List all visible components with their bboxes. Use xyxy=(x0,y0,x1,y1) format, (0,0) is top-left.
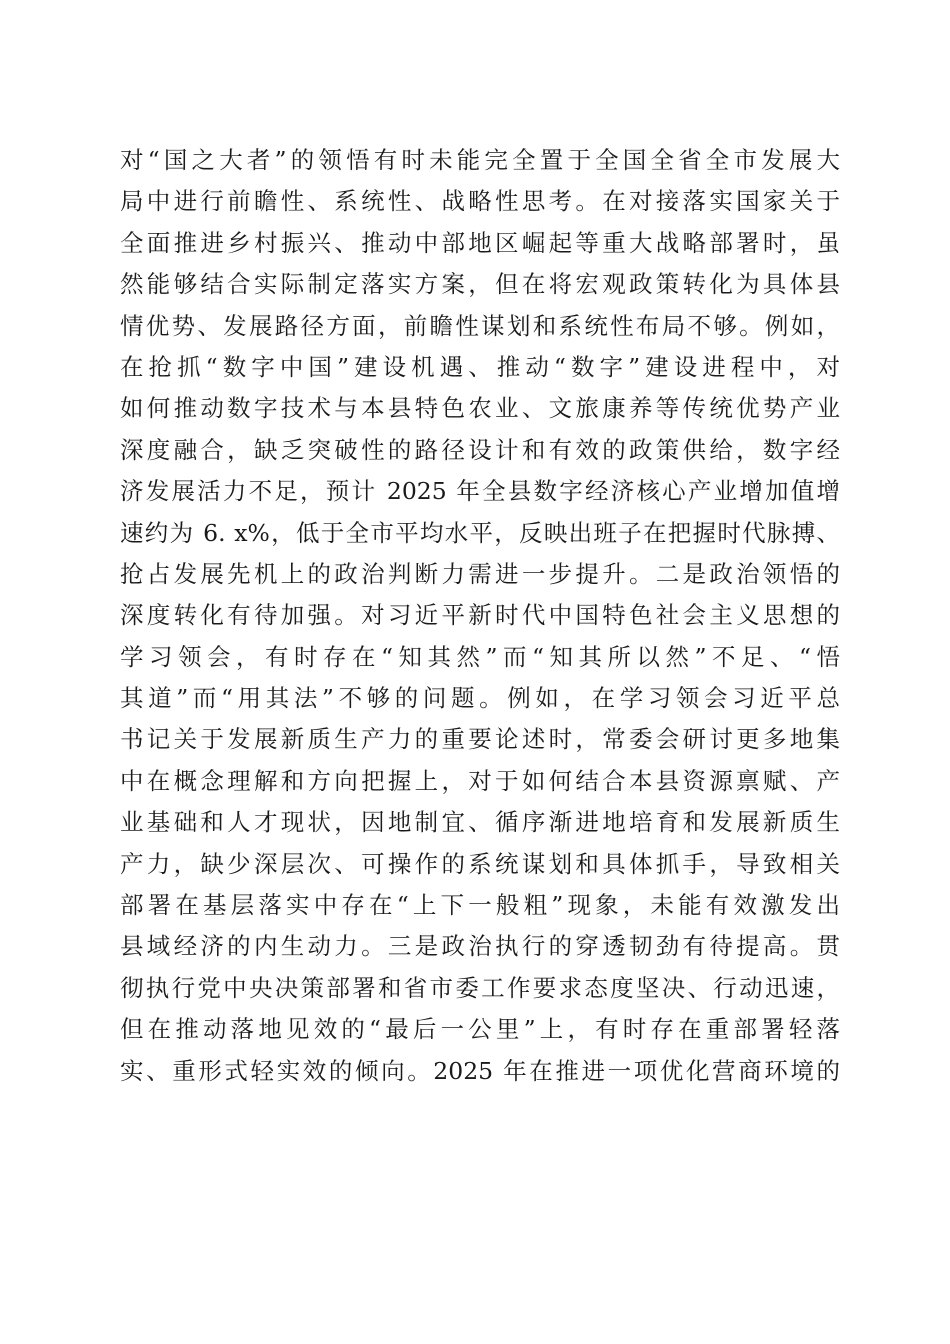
text-line: 学习领会，有时存在“知其然”而“知其所以然”不足、“悟 xyxy=(120,642,840,671)
text-line: 全面推进乡村振兴、推动中部地区崛起等重大战略部署时，虽 xyxy=(120,228,840,257)
text-line: 部署在基层落实中存在“上下一般粗”现象，未能有效激发出 xyxy=(120,891,840,920)
text-line: 县域经济的内生动力。三是政治执行的穿透韧劲有待提高。贯 xyxy=(120,932,840,961)
text-line: 深度融合，缺乏突破性的路径设计和有效的政策供给，数字经 xyxy=(120,435,840,464)
text-line: 书记关于发展新质生产力的重要论述时，常委会研讨更多地集 xyxy=(120,725,840,754)
text-line: 抢占发展先机上的政治判断力需进一步提升。二是政治领悟的 xyxy=(120,559,840,588)
text-line: 局中进行前瞻性、系统性、战略性思考。在对接落实国家关于 xyxy=(120,187,840,216)
text-line: 深度转化有待加强。对习近平新时代中国特色社会主义思想的 xyxy=(120,601,840,630)
text-line: 情优势、发展路径方面，前瞻性谋划和系统性布局不够。例如， xyxy=(120,311,840,340)
text-line: 中在概念理解和方向把握上，对于如何结合本县资源禀赋、产 xyxy=(120,766,840,795)
text-line: 如何推动数字技术与本县特色农业、文旅康养等传统优势产业 xyxy=(120,394,840,423)
text-line: 速约为 6. x%，低于全市平均水平，反映出班子在把握时代脉搏、 xyxy=(120,518,840,547)
text-line: 在抢抓“数字中国”建设机遇、推动“数字”建设进程中，对 xyxy=(120,352,840,381)
text-line: 彻执行党中央决策部署和省市委工作要求态度坚决、行动迅速， xyxy=(120,973,840,1002)
text-line: 业基础和人才现状，因地制宜、循序渐进地培育和发展新质生 xyxy=(120,808,840,837)
text-line: 但在推动落地见效的“最后一公里”上，有时存在重部署轻落 xyxy=(120,1015,840,1044)
text-line: 实、重形式轻实效的倾向。2025 年在推进一项优化营商环境的 xyxy=(120,1056,840,1085)
body-paragraph xyxy=(120,140,840,1092)
text-line: 济发展活力不足，预计 2025 年全县数字经济核心产业增加值增 xyxy=(120,477,840,506)
text-line: 然能够结合实际制定落实方案，但在将宏观政策转化为具体县 xyxy=(120,270,840,299)
text-line: 对“国之大者”的领悟有时未能完全置于全国全省全市发展大 xyxy=(120,146,840,174)
text-line: 其道”而“用其法”不够的问题。例如，在学习领会习近平总 xyxy=(120,684,840,713)
text-line: 产力，缺少深层次、可操作的系统谋划和具体抓手，导致相关 xyxy=(120,849,840,878)
